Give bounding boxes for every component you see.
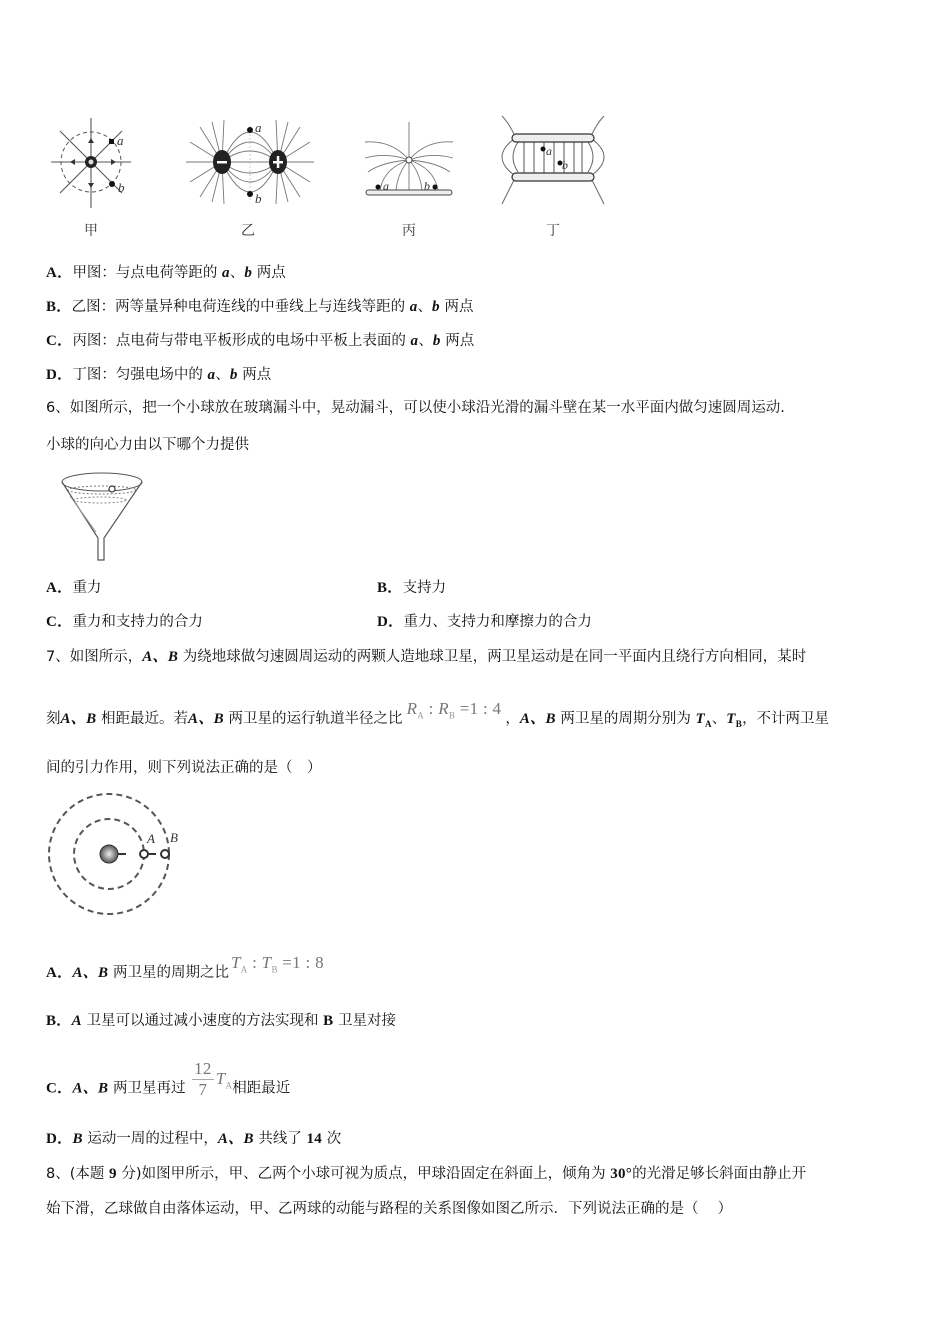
q7-stem-line3: 间的引力作用，则下列说法正确的是（ ） xyxy=(46,760,322,776)
q7-option-d[interactable]: D．B 运动一周的过程中，A、B 共线了 14 次 xyxy=(46,1131,342,1147)
caption-jia: 甲 xyxy=(84,223,98,239)
point-charge-field-diagram xyxy=(48,112,138,212)
svg-text:b: b xyxy=(424,179,430,193)
dipole-field-diagram xyxy=(180,112,320,212)
svg-text:a: a xyxy=(383,179,389,193)
q7-option-a[interactable]: A．A、B 两卫星的周期之比$T_A$ : $T_B =1$ : 8 xyxy=(46,953,324,981)
q6-option-d[interactable]: D．重力、支持力和摩擦力的合力 xyxy=(377,614,592,630)
caption-yi: 乙 xyxy=(241,223,255,239)
q5-option-d[interactable]: D．丁图：匀强电场中的 a、b 两点 xyxy=(46,367,272,383)
caption-bing: 丙 xyxy=(402,223,416,239)
figure-bing xyxy=(362,120,457,200)
svg-text:a: a xyxy=(255,120,262,135)
svg-text:A: A xyxy=(147,831,155,846)
charge-plate-field-diagram xyxy=(362,120,457,200)
q8-stem-line1: 8、(本题 9 分)如图甲所示，甲、乙两个小球可视为质点，甲球沿固定在斜面上，倾角为 30°的光滑足够长斜面由静止开 xyxy=(46,1166,807,1182)
funnel-figure xyxy=(52,470,152,565)
q8-stem-line2: 始下滑，乙球做自由落体运动，甲、乙两球的动能与路程的关系图像如图乙所示．下列说法正确的是（ ） xyxy=(46,1201,733,1217)
funnel-icon xyxy=(52,470,152,565)
q6-option-c[interactable]: C．重力和支持力的合力 xyxy=(46,614,203,630)
q7-stem-line1: 7、如图所示，A、B 为绕地球做匀速圆周运动的两颗人造地球卫星，两卫星运动是在同一平面内且绕行方向相同，某时 xyxy=(46,649,807,665)
svg-text:b: b xyxy=(118,180,125,195)
q7-option-b[interactable]: B．A 卫星可以通过减小速度的方法实现和 B 卫星对接 xyxy=(46,1013,397,1029)
q7-stem-line2: 刻A、B 相距最近。若A、B 两卫星的运行轨道半径之比$R_A$ : $R_B =1$ : 4，A、B 两卫星的周期分别为 $T_A$、$T_B$，不计两卫星 xyxy=(46,699,830,729)
figure-jia xyxy=(48,112,138,212)
svg-text:b: b xyxy=(562,158,568,172)
figure-yi xyxy=(180,112,320,212)
q5-option-b[interactable]: B．乙图：两等量异种电荷连线的中垂线上与连线等距的 a、b 两点 xyxy=(46,299,474,315)
orbit-figure xyxy=(46,790,186,920)
period-ratio-formula: $T_A$ : $T_B =1$ : 8 xyxy=(230,953,324,975)
figure-ding xyxy=(498,112,608,212)
q5-option-a[interactable]: A．甲图：与点电荷等距的 a、b 两点 xyxy=(46,265,286,281)
q6-stem-line2: 小球的向心力由以下哪个力提供 xyxy=(46,437,249,453)
fraction-12-7: $\frac{12}{7}$ xyxy=(194,1059,212,1099)
q5-option-c[interactable]: C．丙图：点电荷与带电平板形成的电场中平板上表面的 a、b 两点 xyxy=(46,333,475,349)
radius-ratio-formula: $R_A$ : $R_B =1$ : 4 xyxy=(406,699,502,721)
satellite-orbits-diagram xyxy=(46,790,186,920)
q7-option-c[interactable]: C．A、B 两卫星再过 $\frac{12}{7}$ $T_A$相距最近 xyxy=(46,1059,291,1099)
svg-text:a: a xyxy=(117,133,124,148)
svg-text:a: a xyxy=(546,144,552,158)
q6-stem-line1: 6、如图所示，把一个小球放在玻璃漏斗中，晃动漏斗，可以使小球沿光滑的漏斗壁在某一水平面内做匀速圆周运动. xyxy=(46,400,785,416)
svg-text:B: B xyxy=(170,830,178,845)
q6-option-b[interactable]: B．支持力 xyxy=(377,580,447,596)
q6-option-a[interactable]: A．重力 xyxy=(46,580,102,596)
caption-ding: 丁 xyxy=(546,223,560,239)
parallel-plate-field-diagram xyxy=(498,112,608,212)
svg-text:b: b xyxy=(255,191,262,206)
